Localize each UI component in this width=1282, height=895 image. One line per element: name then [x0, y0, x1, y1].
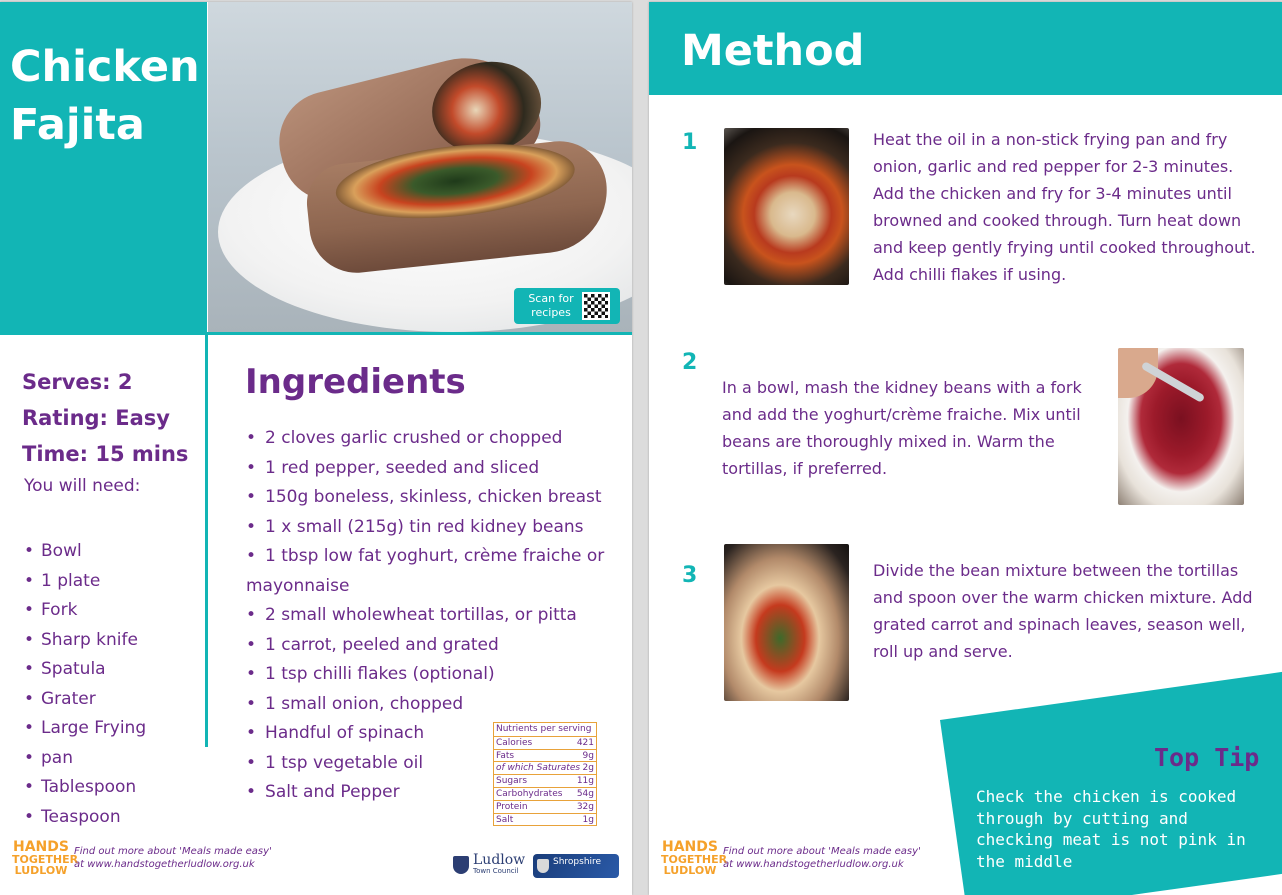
step-2-photo — [1118, 348, 1244, 505]
footer-text: Find out more about 'Meals made easy' at www.handstogetherludlow.org.uk — [723, 845, 953, 871]
ingredient-item: • 1 red pepper, seeded and sliced — [246, 457, 540, 478]
equipment-item-continued: • pan — [24, 744, 204, 774]
ingredient-item: • 1 tbsp low fat yoghurt, crème fraiche or — [246, 546, 605, 566]
hands-together-logo: HANDS TOGETHER LUDLOW — [661, 839, 728, 877]
website-link[interactable]: at www.handstogetherludlow.org.uk — [74, 859, 255, 870]
scan-for-recipes-tag[interactable] — [514, 288, 620, 324]
equipment-item: • Fork — [24, 596, 204, 626]
ingredient-item: • Handful of spinach — [246, 723, 425, 743]
equipment-item: • 1 plate — [24, 567, 204, 597]
title-panel — [0, 2, 207, 332]
nutrition-header: Nutrients per serving — [496, 724, 592, 734]
fajita-photo — [208, 2, 632, 332]
footer-text: Find out more about 'Meals made easy' at www.handstogetherludlow.org.uk — [74, 845, 304, 871]
ingredient-item: • 1 tsp chilli flakes (optional) — [246, 664, 495, 684]
nutrition-row: Carbohydrates 54g — [496, 788, 594, 799]
top-tip-title: Top Tip — [1154, 743, 1260, 772]
equipment-item: • Spatula — [24, 655, 204, 685]
ingredient-item-continued: mayonnaise — [246, 575, 350, 596]
recipe-title-line1: Chicken — [10, 42, 200, 92]
hands-together-logo: HANDS TOGETHER LUDLOW — [12, 839, 79, 877]
recipe-title — [10, 38, 205, 154]
shropshire-council-logo: Shropshire — [533, 854, 619, 878]
ingredient-item: • 1 carrot, peeled and grated — [246, 634, 499, 655]
ludlow-council-logo: Ludlow Town Council — [453, 854, 525, 875]
recipe-info — [22, 364, 202, 496]
step-3-number: 3 — [682, 563, 698, 588]
equipment-item: • Bowl — [24, 537, 204, 567]
ingredient-item: • 1 tsp vegetable oil — [246, 752, 424, 773]
equipment-item: • Large Frying — [24, 714, 204, 744]
vertical-divider — [205, 332, 208, 747]
scan-label-line1: Scan for — [528, 292, 574, 305]
equipment-list — [24, 537, 204, 832]
qr-code-icon[interactable] — [582, 292, 610, 320]
step-1-photo — [724, 128, 849, 285]
nutrition-row: Fats 9g — [496, 750, 594, 761]
ingredient-item: • 1 small onion, chopped — [246, 693, 464, 714]
step-2-number: 2 — [682, 350, 698, 375]
recipe-title-line2: Fajita — [10, 100, 145, 150]
ingredient-item: • 1 x small (215g) tin red kidney beans — [246, 516, 584, 537]
method-header — [649, 2, 1282, 95]
nutrition-row: Salt 1g — [496, 814, 594, 825]
website-link[interactable]: at www.handstogetherludlow.org.uk — [723, 859, 904, 870]
time: Time: 15 mins — [22, 442, 189, 466]
scan-label — [520, 292, 582, 320]
ingredient-item: • 2 cloves garlic crushed or chopped — [246, 428, 563, 448]
horizontal-divider — [0, 332, 632, 335]
step-3-text: Divide the bean mixture between the tortillas and spoon over the warm chicken mixture. Add grated carrot and spinach leaves, season well, roll up and serve. — [873, 561, 1253, 661]
nutrition-row: of which Saturates 2g — [496, 763, 594, 774]
method-page — [649, 2, 1282, 895]
equipment-item: • Teaspoon — [24, 803, 204, 833]
nutrition-row: Protein 32g — [496, 801, 594, 812]
footer — [661, 840, 953, 876]
rating: Rating: Easy — [22, 406, 170, 430]
step-1-number: 1 — [682, 130, 698, 155]
serves: Serves: 2 — [22, 370, 133, 394]
ingredient-item: • 150g boneless, skinless, chicken breast — [246, 487, 602, 507]
step-1-text: Heat the oil in a non-stick frying pan and fry onion, garlic and red pepper for 2-3 minutes. Add the chicken and fry for 3-4 minutes until browned and cooked through. Turn heat down and keep gently frying until cooked throughout. Add chilli flakes if using. — [873, 130, 1256, 284]
equipment-item: • Sharp knife — [24, 626, 204, 656]
scan-label-line2: recipes — [531, 306, 571, 319]
nutrition-row: Sugars 11g — [496, 776, 594, 787]
top-tip-text: Check the chicken is cooked through by cutting and checking meat is not pink in the middle — [976, 787, 1246, 871]
nutrition-row: Calories 421 — [496, 737, 594, 748]
step-3-photo — [724, 544, 849, 701]
you-will-need-label: You will need: — [24, 476, 141, 496]
method-title: Method — [681, 26, 865, 76]
ingredients-heading: Ingredients — [245, 362, 466, 402]
crest-icon — [453, 856, 469, 874]
equipment-item: • Tablespoon — [24, 773, 204, 803]
nutrition-table — [493, 722, 597, 826]
ingredient-item: • Salt and Pepper — [246, 782, 400, 802]
recipe-card-page — [0, 2, 632, 895]
footer — [12, 840, 304, 876]
equipment-item: • Grater — [24, 685, 204, 715]
ingredient-item: • 2 small wholewheat tortillas, or pitta — [246, 605, 577, 625]
step-2-text: In a bowl, mash the kidney beans with a fork and add the yoghurt/crème fraiche. Mix until beans are thoroughly mixed in. Warm the tortillas, if preferred. — [722, 378, 1082, 478]
